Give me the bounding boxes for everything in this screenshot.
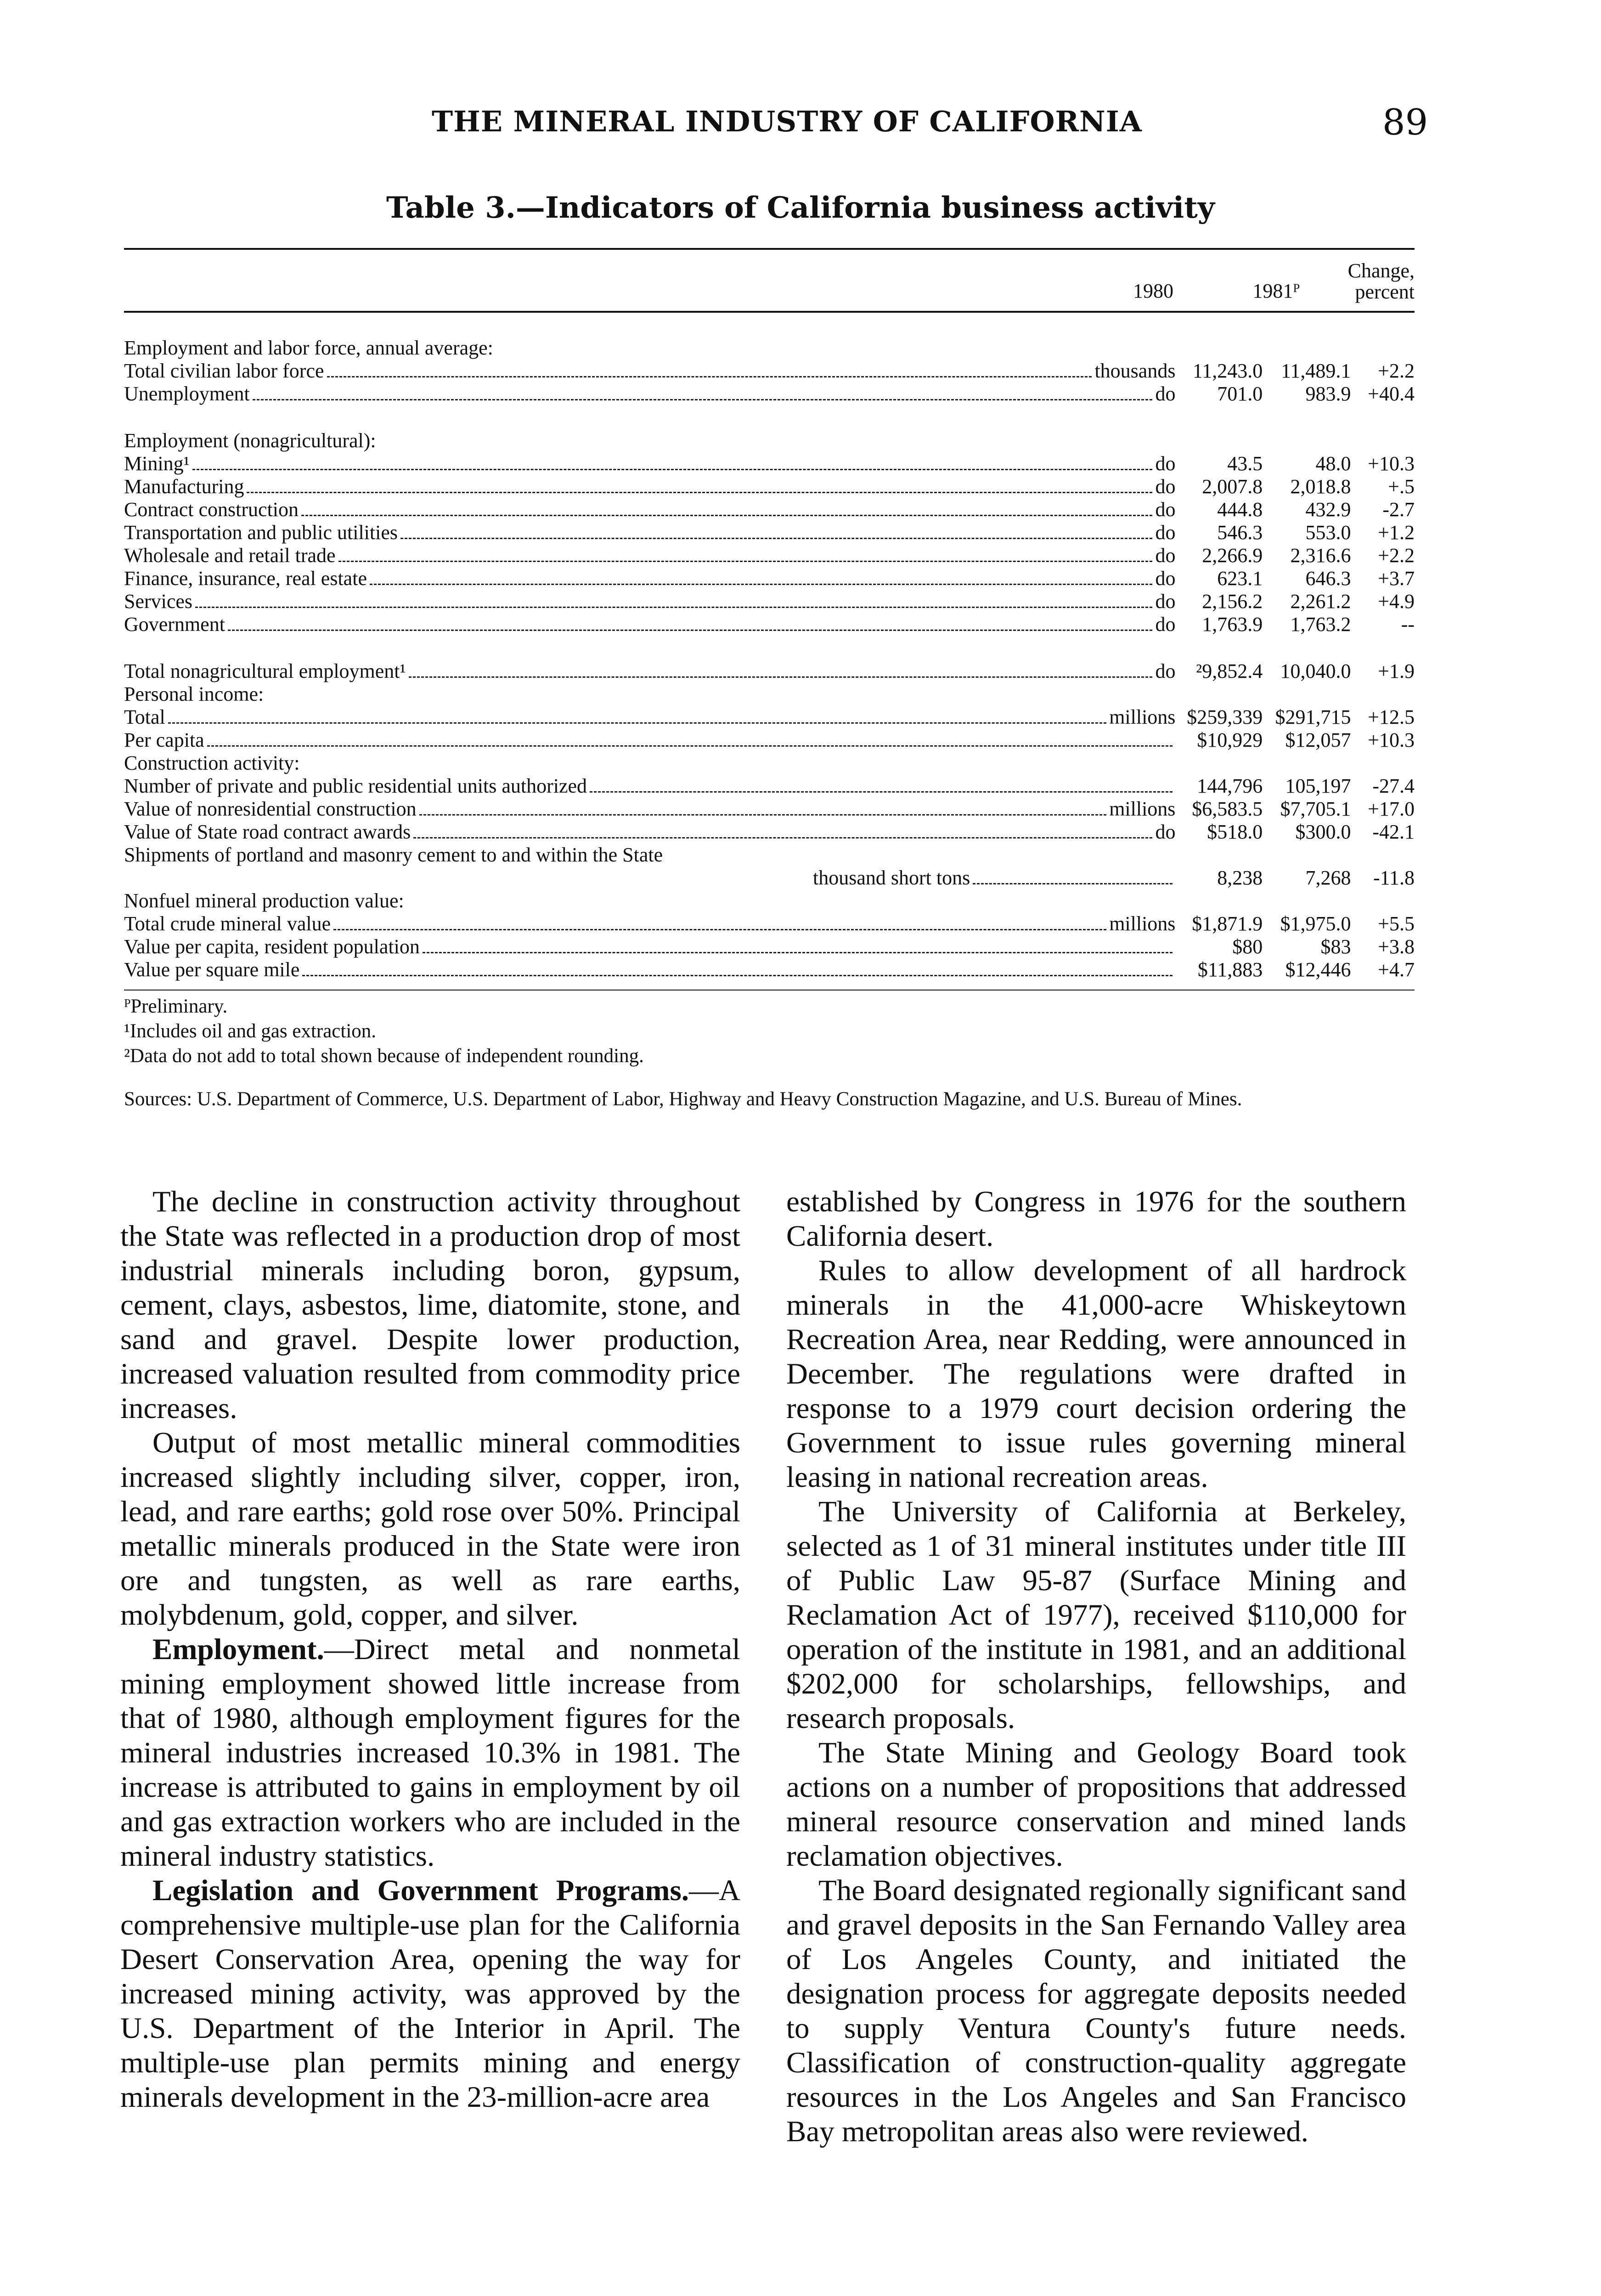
section-row: Personal income: xyxy=(124,683,264,705)
table-row-label: Shipments of portland and masonry cement to and within the State xyxy=(124,844,663,866)
col-1981: 1981ᴾ xyxy=(1252,280,1300,302)
col-1980: 1980 xyxy=(1133,280,1173,302)
table-row: Services do 2,156.2 2,261.2 +4.9 xyxy=(124,590,1415,613)
page-number: 89 xyxy=(1382,102,1428,143)
table-row-total: Total nonagricultural employment¹ do ²9,852.4 10,040.0 +1.9 xyxy=(124,660,1415,682)
table-row: Contract construction do 444.8 432.9 -2.7 xyxy=(124,498,1415,521)
table-row: Transportation and public utilities do 546.3 553.0 +1.2 xyxy=(124,521,1415,544)
table-row: Value per capita, resident population $80 $83 +3.8 xyxy=(124,935,1415,958)
paragraph: established by Congress in 1976 for the southern California desert. xyxy=(786,1185,1406,1253)
table-header-row xyxy=(124,250,1415,311)
table-sources: Sources: U.S. Department of Commerce, U.S. Department of Labor, Highway and Heavy Construction Magazine, and U.S. Bureau of Mines. xyxy=(124,1088,1242,1110)
paragraph: The decline in construction activity throughout the State was reflected in a production drop of most industrial minerals including boron, gypsum, cement, clays, asbestos, lime, diatomite, stone, and sand and gravel. Despite lower production, increased valuation resulted from commodity price increases. xyxy=(120,1185,740,1425)
table-row: Per capita $10,929 $12,057 +10.3 xyxy=(124,729,1415,751)
table-row: Mining¹ do 43.5 48.0 +10.3 xyxy=(124,452,1415,475)
table-row: Value of nonresidential construction millions $6,583.5 $7,705.1 +17.0 xyxy=(124,798,1415,820)
table-row: Total civilian labor force thousands 11,243.0 11,489.1 +2.2 xyxy=(124,360,1415,382)
section-row: Construction activity: xyxy=(124,752,300,774)
footnote-preliminary: ᴾPreliminary. xyxy=(124,996,228,1017)
table-row: Unemployment do 701.0 983.9 +40.4 xyxy=(124,383,1415,405)
footnote-1: ¹Includes oil and gas extraction. xyxy=(124,1020,377,1042)
table-row: Wholesale and retail trade do 2,266.9 2,316.6 +2.2 xyxy=(124,544,1415,567)
paragraph: The State Mining and Geology Board took actions on a number of propositions that addressed mineral resource conservation and mined lands reclamation objectives. xyxy=(786,1736,1406,1873)
table-row: Value per square mile $11,883 $12,446 +4.7 xyxy=(124,958,1415,981)
table-row: Value of State road contract awards do $518.0 $300.0 -42.1 xyxy=(124,821,1415,843)
table-row: Government do 1,763.9 1,763.2 -- xyxy=(124,613,1415,636)
table-row: Total crude mineral value millions $1,871.9 $1,975.0 +5.5 xyxy=(124,912,1415,935)
paragraph: Output of most metallic mineral commodities increased slightly including silver, copper, iron, lead, and rare earths; gold rose over 50%. Principal metallic minerals produced in the State were iron ore and tungsten, as well as rare earths, molybdenum, gold, copper, and silver. xyxy=(120,1426,740,1632)
section-heading-employment: Employment. xyxy=(152,1633,324,1666)
paragraph: The University of California at Berkeley, selected as 1 of 31 mineral institutes under title III of Public Law 95-87 (Surface Mining and Reclamation Act of 1977), received $110,000 for operation of the institute in 1981, and an additional $202,000 for scholarships, fellowships, and research proposals. xyxy=(786,1495,1406,1735)
table-title: Table 3.—Indicators of California business activity xyxy=(386,191,1215,225)
table-row: Total millions $259,339 $291,715 +12.5 xyxy=(124,706,1415,728)
section-row: Employment (nonagricultural): xyxy=(124,429,376,452)
paragraph: Legislation and Government Programs.—A comprehensive multiple-use plan for the California Desert Conservation Area, opening the way for increased mining activity, was approved by the U.S. Department of the Interior in April. The multiple-use plan permits mining and energy minerals development in the 23-million-acre area xyxy=(120,1874,740,2114)
table-notes xyxy=(124,994,1415,1112)
table-row: thousand short tons 8,238 7,268 -11.8 xyxy=(813,867,1415,889)
indicators-table xyxy=(124,248,1415,990)
paragraph: The Board designated regionally significant sand and gravel deposits in the San Fernando Valley area of Los Angeles County, and initiated the designation process for aggregate deposits needed to supply Ventura County's future needs. Classification of construction-quality aggregate resources in the Los Angeles and San Francisco Bay metropolitan areas also were reviewed. xyxy=(786,1874,1406,2148)
table-row: Manufacturing do 2,007.8 2,018.8 +.5 xyxy=(124,475,1415,498)
section-row: Nonfuel mineral production value: xyxy=(124,889,404,912)
section-heading-legislation: Legislation and Government Programs. xyxy=(152,1874,689,1907)
col-change: Change, percent xyxy=(1347,259,1415,303)
section-row: Employment and labor force, annual average: xyxy=(124,337,493,359)
footnote-2: ²Data do not add to total shown because of independent rounding. xyxy=(124,1045,644,1067)
body-column-right xyxy=(786,1185,1406,2149)
body-column-left xyxy=(120,1185,740,2115)
running-title: THE MINERAL INDUSTRY OF CALIFORNIA xyxy=(432,105,1142,138)
table-row: Number of private and public residential units authorized 144,796 105,197 -27.4 xyxy=(124,775,1415,797)
paragraph: Employment.—Direct metal and nonmetal mining employment showed little increase from that of 1980, although employment figures for the mineral industries increased 10.3% in 1981. The increase is attributed to gains in employment by oil and gas extraction workers who are included in the mineral industry statistics. xyxy=(120,1633,740,1873)
paragraph: Rules to allow development of all hardrock minerals in the 41,000-acre Whiskeytown Recreation Area, near Redding, were announced in December. The regulations were drafted in response to a 1979 court decision ordering the Government to issue rules governing mineral leasing in national recreation areas. xyxy=(786,1254,1406,1494)
table-row: Finance, insurance, real estate do 623.1 646.3 +3.7 xyxy=(124,567,1415,590)
